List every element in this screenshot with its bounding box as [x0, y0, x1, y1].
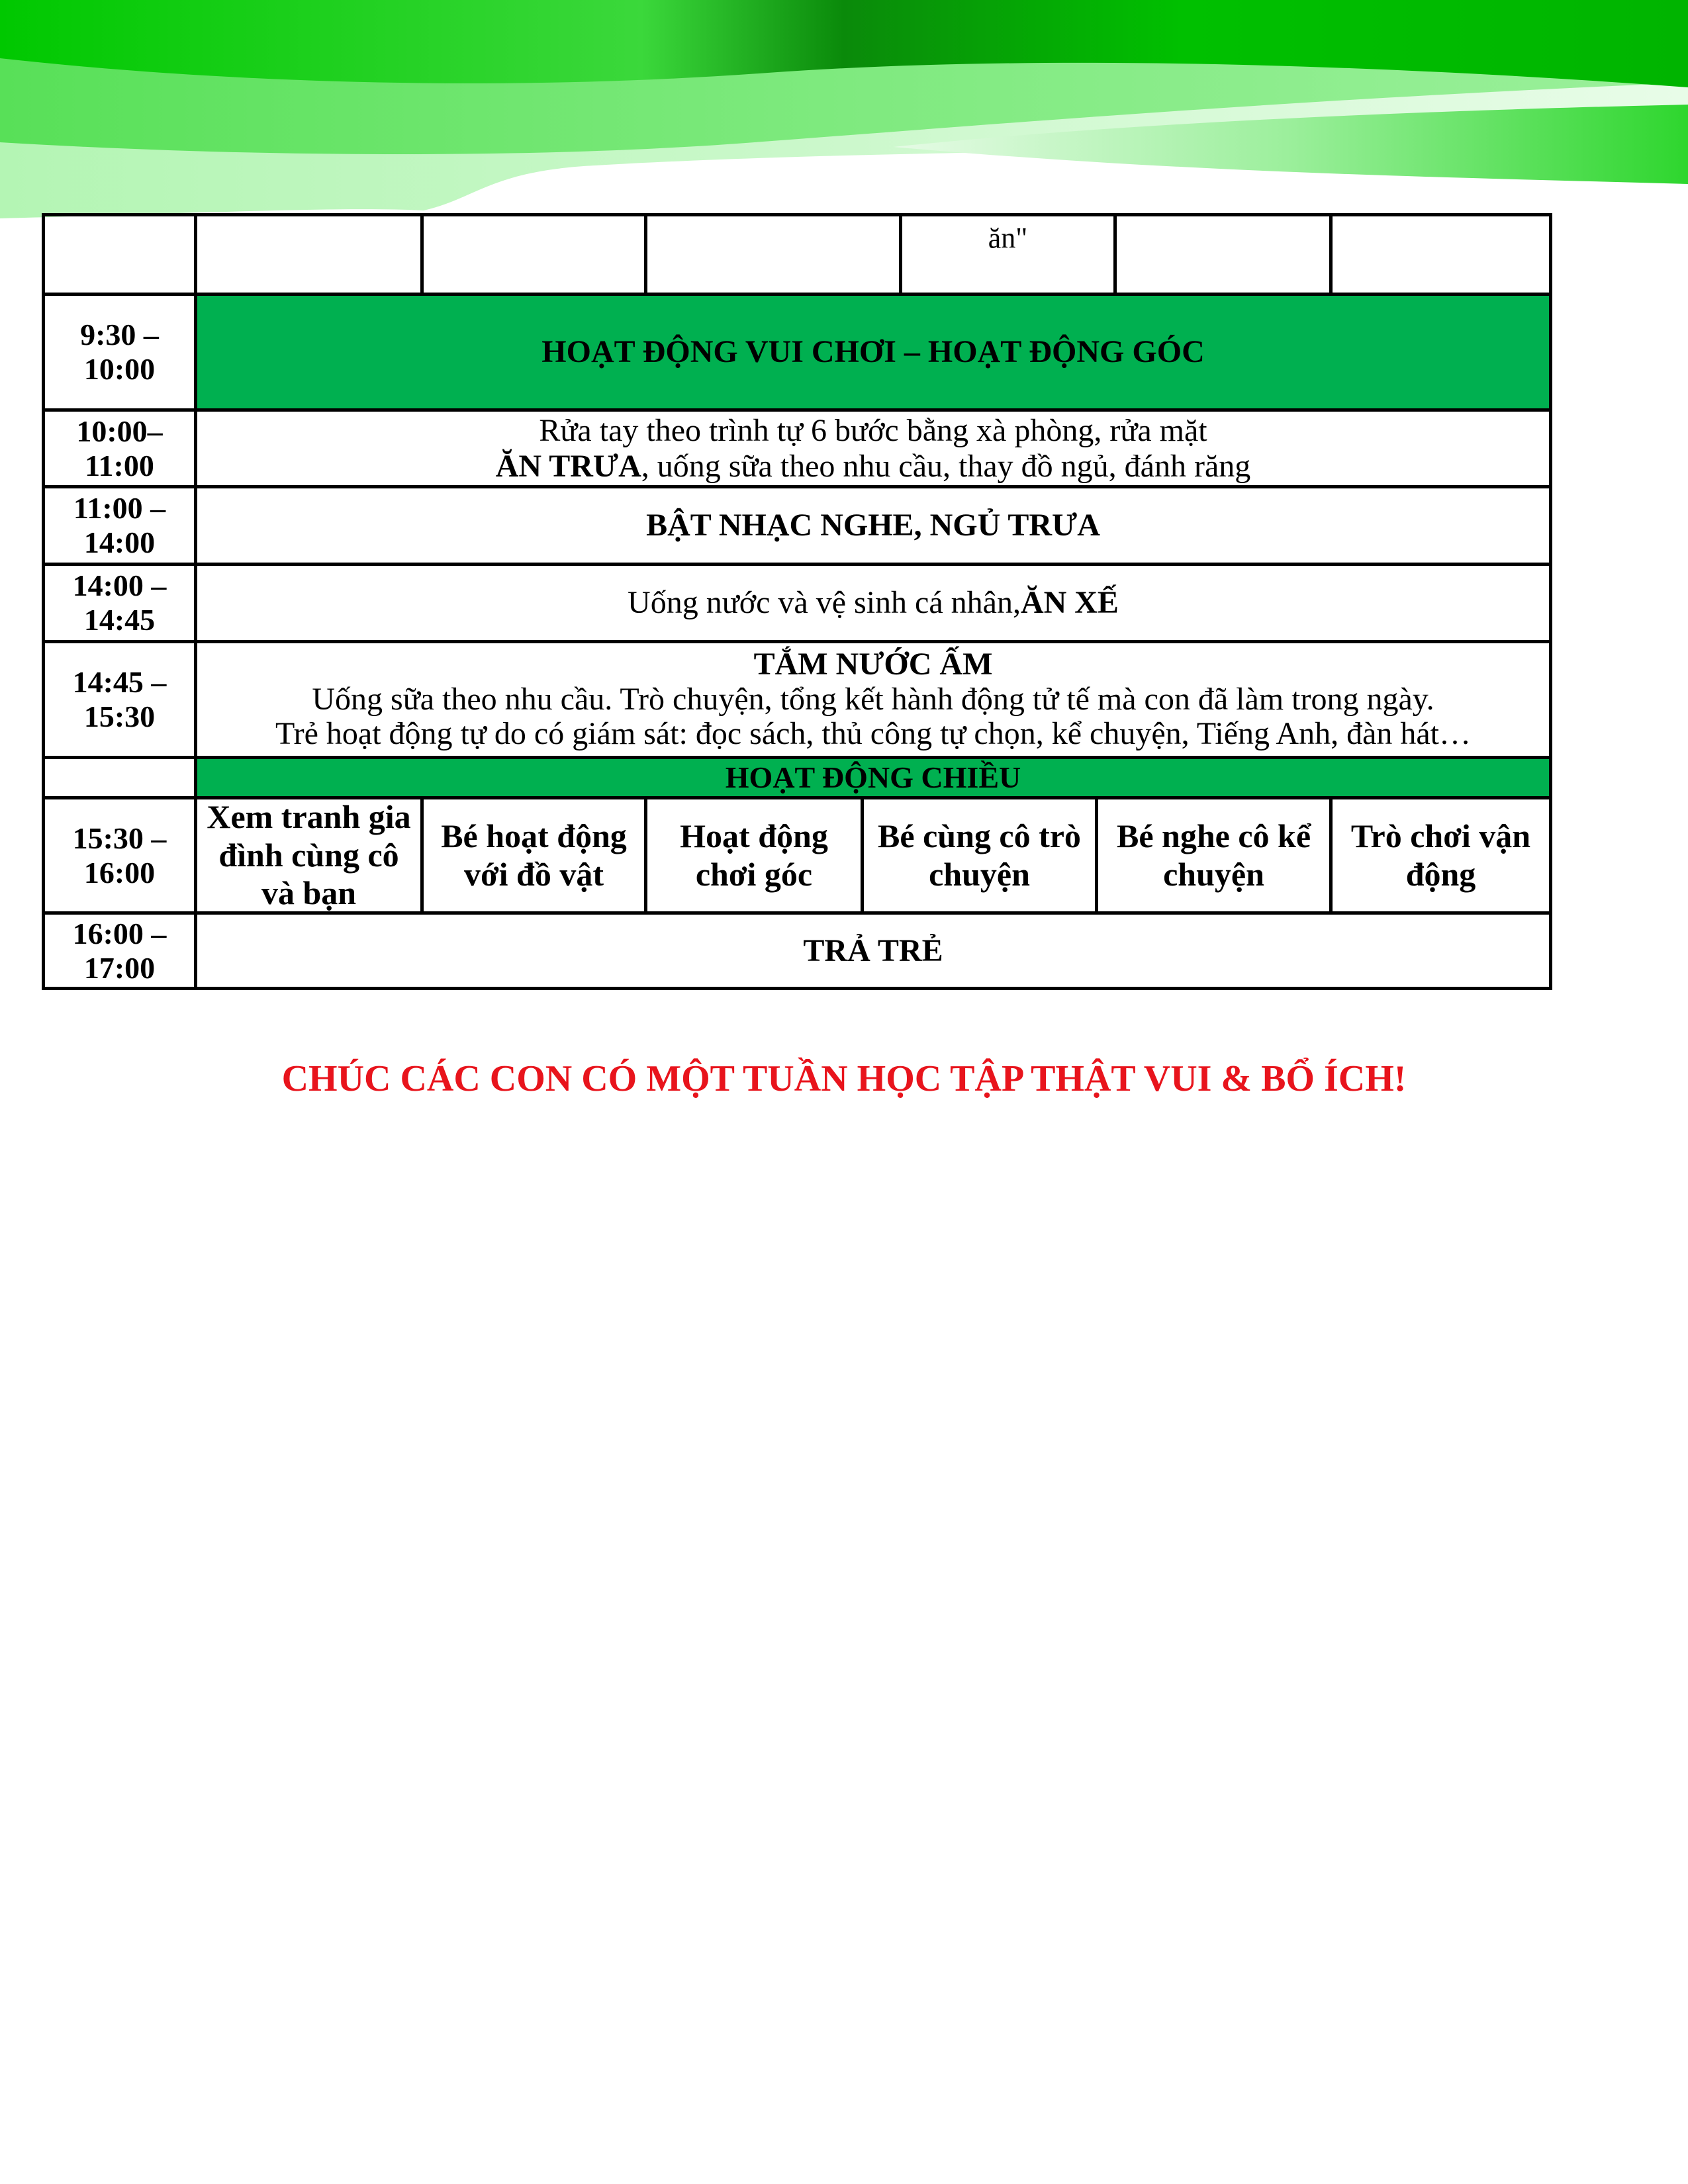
bath-line-1: Uống sữa theo nhu cầu. Trò chuyện, tổng kết hành động tử tế mà con đã làm trong ngày.	[312, 681, 1434, 717]
bath-title: TẮM NƯỚC ẤM	[753, 646, 993, 682]
header-fragment: ăn"	[988, 222, 1028, 254]
snack-text: Uống nước và vệ sinh cá nhân,	[628, 585, 1021, 621]
activity-saturday: Trò chơi vận động	[1350, 817, 1531, 893]
play-activity-label: HOẠT ĐỘNG VUI CHƠI – HOẠT ĐỘNG GÓC	[541, 334, 1205, 370]
activity-wednesday: Hoạt động chơi góc	[680, 817, 828, 893]
header-wave-banner	[0, 0, 1688, 225]
activity-tuesday: Bé hoạt động với đồ vật	[441, 817, 627, 893]
time-slot-1530: 15:30 – 16:00	[72, 821, 167, 889]
grid-line	[420, 216, 424, 296]
activity-monday: Xem tranh gia đình cùng cô và bạn	[207, 798, 411, 912]
snack-label: ĂN XẾ	[1020, 585, 1119, 621]
lunch-activity	[197, 412, 1549, 485]
bath-activity	[197, 643, 1549, 756]
nap-activity: BẬT NHẠC NGHE, NGỦ TRƯA	[646, 508, 1100, 543]
time-slot-1400: 14:00 – 14:45	[72, 569, 167, 637]
closing-message: CHÚC CÁC CON CÓ MỘT TUẦN HỌC TẬP THẬT VUI & BỔ ÍCH!	[281, 1058, 1407, 1099]
lunch-line	[496, 449, 1251, 484]
time-slot-1600: 16:00 – 17:00	[72, 916, 167, 985]
time-slot-1100: 11:00 – 14:00	[73, 491, 166, 559]
bath-line-2: Trẻ hoạt động tự do có giám sát: đọc sách, thủ công tự chọn, kể chuyện, Tiếng Anh, đàn hát…	[275, 716, 1472, 752]
weekly-schedule-table	[42, 213, 1552, 990]
activity-thursday: Bé cùng cô trò chuyện	[878, 817, 1081, 893]
grid-line	[1113, 216, 1117, 296]
time-slot-0930: 9:30 – 10:00	[80, 318, 159, 386]
lunch-details: , uống sữa theo nhu cầu, thay đồ ngủ, đánh răng	[641, 448, 1251, 484]
afternoon-section-title: HOẠT ĐỘNG CHIỀU	[725, 760, 1021, 795]
pickup-activity: TRẢ TRẺ	[803, 933, 943, 968]
lunch-label: ĂN TRƯA	[495, 448, 641, 484]
grid-line	[1329, 216, 1333, 296]
time-slot-1000: 10:00– 11:00	[76, 414, 163, 482]
grid-line	[644, 216, 647, 296]
activity-friday: Bé nghe cô kể chuyện	[1116, 817, 1311, 893]
handwash-line: Rửa tay theo trình tự 6 bước bằng xà phòng, rửa mặt	[539, 412, 1207, 448]
snack-activity	[197, 566, 1549, 640]
time-slot-1445: 14:45 – 15:30	[72, 665, 167, 733]
